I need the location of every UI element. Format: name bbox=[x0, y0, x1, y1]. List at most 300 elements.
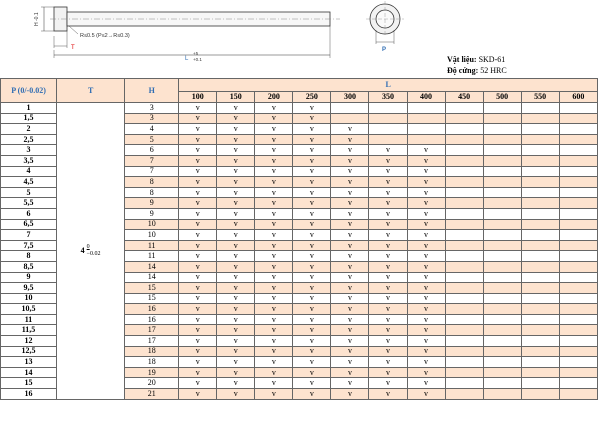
header-t: T bbox=[57, 79, 125, 103]
availability-cell-250: v bbox=[293, 261, 331, 272]
availability-cell-500 bbox=[483, 325, 521, 336]
availability-cell-400: v bbox=[407, 187, 445, 198]
availability-cell-250: v bbox=[293, 389, 331, 400]
availability-cell-550 bbox=[521, 208, 559, 219]
availability-cell-100: v bbox=[179, 113, 217, 124]
availability-cell-400: v bbox=[407, 367, 445, 378]
availability-cell-400 bbox=[407, 134, 445, 145]
availability-cell-550 bbox=[521, 124, 559, 135]
availability-cell-100: v bbox=[179, 336, 217, 347]
availability-cell-250: v bbox=[293, 113, 331, 124]
availability-cell-100: v bbox=[179, 251, 217, 262]
availability-cell-350: v bbox=[369, 198, 407, 209]
availability-cell-100: v bbox=[179, 378, 217, 389]
row-h-value: 8 bbox=[125, 177, 179, 188]
row-h-value: 17 bbox=[125, 336, 179, 347]
row-h-value: 5 bbox=[125, 134, 179, 145]
row-p-value: 6 bbox=[1, 208, 57, 219]
availability-cell-100: v bbox=[179, 346, 217, 357]
availability-cell-600 bbox=[559, 198, 597, 209]
row-h-value: 16 bbox=[125, 304, 179, 315]
availability-cell-100: v bbox=[179, 208, 217, 219]
availability-cell-400: v bbox=[407, 378, 445, 389]
availability-cell-400: v bbox=[407, 155, 445, 166]
row-p-value: 11 bbox=[1, 314, 57, 325]
availability-cell-300: v bbox=[331, 367, 369, 378]
availability-cell-250: v bbox=[293, 336, 331, 347]
availability-cell-350: v bbox=[369, 336, 407, 347]
row-h-value: 20 bbox=[125, 378, 179, 389]
availability-cell-300: v bbox=[331, 208, 369, 219]
availability-cell-100: v bbox=[179, 198, 217, 209]
row-p-value: 9,5 bbox=[1, 283, 57, 294]
availability-cell-400: v bbox=[407, 357, 445, 368]
availability-cell-100: v bbox=[179, 325, 217, 336]
availability-cell-400 bbox=[407, 124, 445, 135]
availability-cell-100: v bbox=[179, 166, 217, 177]
header-h: H bbox=[125, 79, 179, 103]
availability-cell-300: v bbox=[331, 261, 369, 272]
availability-cell-100: v bbox=[179, 219, 217, 230]
availability-cell-150: v bbox=[217, 113, 255, 124]
row-h-value: 4 bbox=[125, 124, 179, 135]
availability-cell-600 bbox=[559, 166, 597, 177]
availability-cell-250: v bbox=[293, 124, 331, 135]
availability-cell-250: v bbox=[293, 155, 331, 166]
table-body bbox=[1, 103, 598, 400]
availability-cell-250: v bbox=[293, 272, 331, 283]
availability-cell-100: v bbox=[179, 261, 217, 272]
availability-cell-500 bbox=[483, 187, 521, 198]
availability-cell-400: v bbox=[407, 177, 445, 188]
row-p-value: 12,5 bbox=[1, 346, 57, 357]
availability-cell-600 bbox=[559, 293, 597, 304]
availability-cell-350: v bbox=[369, 293, 407, 304]
availability-cell-550 bbox=[521, 389, 559, 400]
availability-cell-250: v bbox=[293, 304, 331, 315]
availability-cell-100: v bbox=[179, 187, 217, 198]
availability-cell-300: v bbox=[331, 314, 369, 325]
availability-cell-250: v bbox=[293, 177, 331, 188]
row-p-value: 14 bbox=[1, 367, 57, 378]
availability-cell-450 bbox=[445, 134, 483, 145]
row-h-value: 10 bbox=[125, 219, 179, 230]
availability-cell-200: v bbox=[255, 155, 293, 166]
availability-cell-150: v bbox=[217, 240, 255, 251]
availability-cell-200: v bbox=[255, 367, 293, 378]
row-h-value: 14 bbox=[125, 272, 179, 283]
availability-cell-200: v bbox=[255, 378, 293, 389]
row-h-value: 11 bbox=[125, 251, 179, 262]
row-p-value: 11,5 bbox=[1, 325, 57, 336]
availability-cell-250: v bbox=[293, 283, 331, 294]
availability-cell-500 bbox=[483, 304, 521, 315]
availability-cell-300: v bbox=[331, 124, 369, 135]
l-tolerance-bottom: +0.1 bbox=[193, 57, 202, 62]
availability-cell-150: v bbox=[217, 230, 255, 241]
row-p-value: 5,5 bbox=[1, 198, 57, 209]
availability-cell-200: v bbox=[255, 208, 293, 219]
availability-cell-250: v bbox=[293, 378, 331, 389]
availability-cell-300 bbox=[331, 103, 369, 114]
availability-cell-500 bbox=[483, 314, 521, 325]
availability-cell-600 bbox=[559, 378, 597, 389]
availability-cell-200: v bbox=[255, 325, 293, 336]
availability-cell-450 bbox=[445, 187, 483, 198]
availability-cell-250: v bbox=[293, 187, 331, 198]
availability-cell-600 bbox=[559, 336, 597, 347]
availability-cell-300: v bbox=[331, 166, 369, 177]
row-p-value: 10,5 bbox=[1, 304, 57, 315]
availability-cell-400: v bbox=[407, 314, 445, 325]
availability-cell-600 bbox=[559, 113, 597, 124]
availability-cell-350: v bbox=[369, 272, 407, 283]
availability-cell-500 bbox=[483, 378, 521, 389]
availability-cell-600 bbox=[559, 103, 597, 114]
hardness-label: Độ cứng: bbox=[447, 66, 479, 75]
row-p-value: 12 bbox=[1, 336, 57, 347]
availability-cell-150: v bbox=[217, 357, 255, 368]
row-p-value: 1 bbox=[1, 103, 57, 114]
availability-cell-300: v bbox=[331, 198, 369, 209]
availability-cell-350 bbox=[369, 134, 407, 145]
availability-cell-150: v bbox=[217, 219, 255, 230]
row-p-value: 3,5 bbox=[1, 155, 57, 166]
row-p-value: 4 bbox=[1, 166, 57, 177]
availability-cell-100: v bbox=[179, 177, 217, 188]
availability-cell-150: v bbox=[217, 272, 255, 283]
row-h-value: 21 bbox=[125, 389, 179, 400]
availability-cell-300: v bbox=[331, 240, 369, 251]
availability-cell-150: v bbox=[217, 134, 255, 145]
material-spec bbox=[447, 54, 507, 76]
availability-cell-450 bbox=[445, 367, 483, 378]
t-tolerance bbox=[87, 244, 101, 258]
availability-cell-550 bbox=[521, 113, 559, 124]
availability-cell-500 bbox=[483, 103, 521, 114]
availability-cell-450 bbox=[445, 336, 483, 347]
availability-cell-350: v bbox=[369, 240, 407, 251]
availability-cell-550 bbox=[521, 261, 559, 272]
availability-cell-300: v bbox=[331, 187, 369, 198]
availability-cell-350: v bbox=[369, 208, 407, 219]
availability-cell-450 bbox=[445, 155, 483, 166]
availability-cell-100: v bbox=[179, 145, 217, 156]
row-h-value: 7 bbox=[125, 155, 179, 166]
availability-cell-150: v bbox=[217, 177, 255, 188]
availability-cell-300 bbox=[331, 113, 369, 124]
availability-cell-100: v bbox=[179, 293, 217, 304]
availability-cell-150: v bbox=[217, 283, 255, 294]
availability-cell-550 bbox=[521, 240, 559, 251]
availability-cell-550 bbox=[521, 367, 559, 378]
availability-cell-250: v bbox=[293, 166, 331, 177]
row-h-value: 9 bbox=[125, 208, 179, 219]
availability-cell-400: v bbox=[407, 145, 445, 156]
availability-cell-400: v bbox=[407, 261, 445, 272]
availability-cell-150: v bbox=[217, 187, 255, 198]
availability-cell-600 bbox=[559, 208, 597, 219]
availability-cell-600 bbox=[559, 314, 597, 325]
availability-cell-200: v bbox=[255, 346, 293, 357]
availability-cell-200: v bbox=[255, 230, 293, 241]
availability-cell-100: v bbox=[179, 283, 217, 294]
header-l-550: 550 bbox=[521, 92, 559, 103]
availability-cell-600 bbox=[559, 325, 597, 336]
availability-cell-500 bbox=[483, 166, 521, 177]
availability-cell-300: v bbox=[331, 357, 369, 368]
availability-cell-450 bbox=[445, 198, 483, 209]
hardness-line bbox=[447, 65, 507, 76]
availability-cell-250: v bbox=[293, 145, 331, 156]
row-p-value: 15 bbox=[1, 378, 57, 389]
availability-cell-450 bbox=[445, 208, 483, 219]
header-l-450: 450 bbox=[445, 92, 483, 103]
availability-cell-400: v bbox=[407, 283, 445, 294]
row-p-value: 3 bbox=[1, 145, 57, 156]
availability-cell-250: v bbox=[293, 251, 331, 262]
availability-cell-350 bbox=[369, 124, 407, 135]
table-row bbox=[1, 103, 598, 114]
row-h-value: 3 bbox=[125, 103, 179, 114]
availability-cell-400: v bbox=[407, 166, 445, 177]
header-l-500: 500 bbox=[483, 92, 521, 103]
availability-cell-500 bbox=[483, 155, 521, 166]
availability-cell-500 bbox=[483, 357, 521, 368]
availability-cell-300: v bbox=[331, 293, 369, 304]
row-h-value: 17 bbox=[125, 325, 179, 336]
row-h-value: 9 bbox=[125, 198, 179, 209]
availability-cell-150: v bbox=[217, 367, 255, 378]
availability-cell-450 bbox=[445, 283, 483, 294]
row-p-value: 7 bbox=[1, 230, 57, 241]
availability-cell-600 bbox=[559, 134, 597, 145]
availability-cell-150: v bbox=[217, 325, 255, 336]
availability-cell-550 bbox=[521, 134, 559, 145]
availability-cell-150: v bbox=[217, 145, 255, 156]
header-l-300: 300 bbox=[331, 92, 369, 103]
t-dimension-label: T bbox=[71, 45, 75, 51]
availability-cell-600 bbox=[559, 283, 597, 294]
availability-cell-450 bbox=[445, 251, 483, 262]
availability-cell-350: v bbox=[369, 145, 407, 156]
availability-cell-100: v bbox=[179, 134, 217, 145]
availability-cell-500 bbox=[483, 230, 521, 241]
availability-cell-450 bbox=[445, 304, 483, 315]
availability-cell-300: v bbox=[331, 283, 369, 294]
row-p-value: 16 bbox=[1, 389, 57, 400]
row-h-value: 7 bbox=[125, 166, 179, 177]
availability-cell-300: v bbox=[331, 177, 369, 188]
availability-cell-200: v bbox=[255, 103, 293, 114]
row-h-value: 15 bbox=[125, 293, 179, 304]
availability-cell-550 bbox=[521, 314, 559, 325]
availability-cell-550 bbox=[521, 272, 559, 283]
availability-cell-600 bbox=[559, 357, 597, 368]
availability-cell-300: v bbox=[331, 230, 369, 241]
availability-cell-200: v bbox=[255, 177, 293, 188]
availability-cell-100: v bbox=[179, 155, 217, 166]
availability-cell-200: v bbox=[255, 314, 293, 325]
availability-cell-250: v bbox=[293, 367, 331, 378]
availability-cell-400: v bbox=[407, 325, 445, 336]
availability-cell-100: v bbox=[179, 124, 217, 135]
availability-cell-200: v bbox=[255, 336, 293, 347]
availability-cell-450 bbox=[445, 124, 483, 135]
availability-cell-100: v bbox=[179, 314, 217, 325]
material-line bbox=[447, 54, 507, 65]
availability-cell-450 bbox=[445, 166, 483, 177]
availability-cell-400: v bbox=[407, 251, 445, 262]
availability-cell-350: v bbox=[369, 283, 407, 294]
availability-cell-350 bbox=[369, 113, 407, 124]
row-h-value: 15 bbox=[125, 283, 179, 294]
availability-cell-300: v bbox=[331, 336, 369, 347]
availability-cell-350: v bbox=[369, 261, 407, 272]
availability-cell-200: v bbox=[255, 124, 293, 135]
availability-cell-500 bbox=[483, 124, 521, 135]
l-tolerance-top: +5 bbox=[193, 51, 199, 56]
availability-cell-200: v bbox=[255, 304, 293, 315]
availability-cell-600 bbox=[559, 155, 597, 166]
availability-cell-200: v bbox=[255, 187, 293, 198]
availability-cell-500 bbox=[483, 145, 521, 156]
availability-cell-400: v bbox=[407, 208, 445, 219]
availability-cell-450 bbox=[445, 293, 483, 304]
availability-cell-550 bbox=[521, 198, 559, 209]
row-h-value: 6 bbox=[125, 145, 179, 156]
availability-cell-600 bbox=[559, 346, 597, 357]
availability-cell-550 bbox=[521, 346, 559, 357]
availability-cell-450 bbox=[445, 346, 483, 357]
availability-cell-600 bbox=[559, 304, 597, 315]
availability-cell-450 bbox=[445, 389, 483, 400]
row-h-value: 18 bbox=[125, 357, 179, 368]
availability-cell-200: v bbox=[255, 283, 293, 294]
availability-cell-100: v bbox=[179, 103, 217, 114]
availability-cell-100: v bbox=[179, 389, 217, 400]
availability-cell-350: v bbox=[369, 314, 407, 325]
availability-cell-450 bbox=[445, 240, 483, 251]
availability-cell-350: v bbox=[369, 219, 407, 230]
availability-cell-500 bbox=[483, 208, 521, 219]
availability-cell-250: v bbox=[293, 198, 331, 209]
availability-cell-250: v bbox=[293, 134, 331, 145]
availability-cell-500 bbox=[483, 293, 521, 304]
availability-cell-600 bbox=[559, 272, 597, 283]
ejector-pin-drawing bbox=[0, 0, 600, 78]
availability-cell-250: v bbox=[293, 325, 331, 336]
material-value: SKD-61 bbox=[478, 55, 506, 64]
header-l-250: 250 bbox=[293, 92, 331, 103]
availability-cell-250: v bbox=[293, 230, 331, 241]
availability-cell-300: v bbox=[331, 304, 369, 315]
availability-cell-200: v bbox=[255, 134, 293, 145]
row-p-value: 4,5 bbox=[1, 177, 57, 188]
availability-cell-450 bbox=[445, 177, 483, 188]
availability-cell-150: v bbox=[217, 124, 255, 135]
availability-cell-350: v bbox=[369, 155, 407, 166]
availability-cell-500 bbox=[483, 113, 521, 124]
availability-cell-150: v bbox=[217, 155, 255, 166]
availability-cell-450 bbox=[445, 378, 483, 389]
availability-cell-300: v bbox=[331, 389, 369, 400]
availability-cell-150: v bbox=[217, 166, 255, 177]
row-p-value: 8,5 bbox=[1, 261, 57, 272]
availability-cell-400: v bbox=[407, 240, 445, 251]
t-value: 4 bbox=[80, 245, 85, 255]
availability-cell-350: v bbox=[369, 357, 407, 368]
availability-cell-200: v bbox=[255, 357, 293, 368]
availability-cell-550 bbox=[521, 177, 559, 188]
availability-cell-600 bbox=[559, 389, 597, 400]
availability-cell-600 bbox=[559, 261, 597, 272]
availability-cell-550 bbox=[521, 187, 559, 198]
availability-cell-100: v bbox=[179, 304, 217, 315]
availability-cell-200: v bbox=[255, 293, 293, 304]
availability-cell-150: v bbox=[217, 261, 255, 272]
header-l-200: 200 bbox=[255, 92, 293, 103]
availability-cell-550 bbox=[521, 230, 559, 241]
t-tolerance-lower: −0.02 bbox=[86, 250, 101, 257]
row-h-value: 3 bbox=[125, 113, 179, 124]
availability-cell-250: v bbox=[293, 314, 331, 325]
p-dimension-label: P bbox=[382, 47, 387, 53]
availability-cell-150: v bbox=[217, 251, 255, 262]
availability-cell-450 bbox=[445, 325, 483, 336]
availability-cell-500 bbox=[483, 283, 521, 294]
row-p-value: 2 bbox=[1, 124, 57, 135]
row-h-value: 19 bbox=[125, 367, 179, 378]
row-p-value: 2,5 bbox=[1, 134, 57, 145]
h-dimension-label: H -0.1 bbox=[34, 12, 40, 26]
availability-cell-200: v bbox=[255, 219, 293, 230]
availability-cell-300: v bbox=[331, 378, 369, 389]
availability-cell-450 bbox=[445, 357, 483, 368]
availability-cell-250: v bbox=[293, 103, 331, 114]
availability-cell-600 bbox=[559, 230, 597, 241]
availability-cell-500 bbox=[483, 261, 521, 272]
availability-cell-100: v bbox=[179, 367, 217, 378]
availability-cell-150: v bbox=[217, 378, 255, 389]
l-dimension-label: L bbox=[185, 56, 189, 62]
availability-cell-300: v bbox=[331, 272, 369, 283]
availability-cell-600 bbox=[559, 145, 597, 156]
availability-cell-400: v bbox=[407, 219, 445, 230]
availability-cell-150: v bbox=[217, 208, 255, 219]
row-p-value: 9 bbox=[1, 272, 57, 283]
availability-cell-300: v bbox=[331, 325, 369, 336]
availability-cell-500 bbox=[483, 336, 521, 347]
t-tolerance-upper: 0 bbox=[86, 243, 90, 250]
header-l: L bbox=[179, 79, 598, 92]
availability-cell-450 bbox=[445, 113, 483, 124]
availability-cell-500 bbox=[483, 389, 521, 400]
availability-cell-300: v bbox=[331, 346, 369, 357]
availability-cell-600 bbox=[559, 177, 597, 188]
availability-cell-550 bbox=[521, 155, 559, 166]
availability-cell-400: v bbox=[407, 272, 445, 283]
availability-cell-250: v bbox=[293, 293, 331, 304]
row-p-value: 10 bbox=[1, 293, 57, 304]
row-p-value: 6,5 bbox=[1, 219, 57, 230]
availability-cell-550 bbox=[521, 357, 559, 368]
availability-cell-450 bbox=[445, 261, 483, 272]
availability-cell-400: v bbox=[407, 230, 445, 241]
header-l-100: 100 bbox=[179, 92, 217, 103]
availability-cell-300: v bbox=[331, 155, 369, 166]
header-l-350: 350 bbox=[369, 92, 407, 103]
